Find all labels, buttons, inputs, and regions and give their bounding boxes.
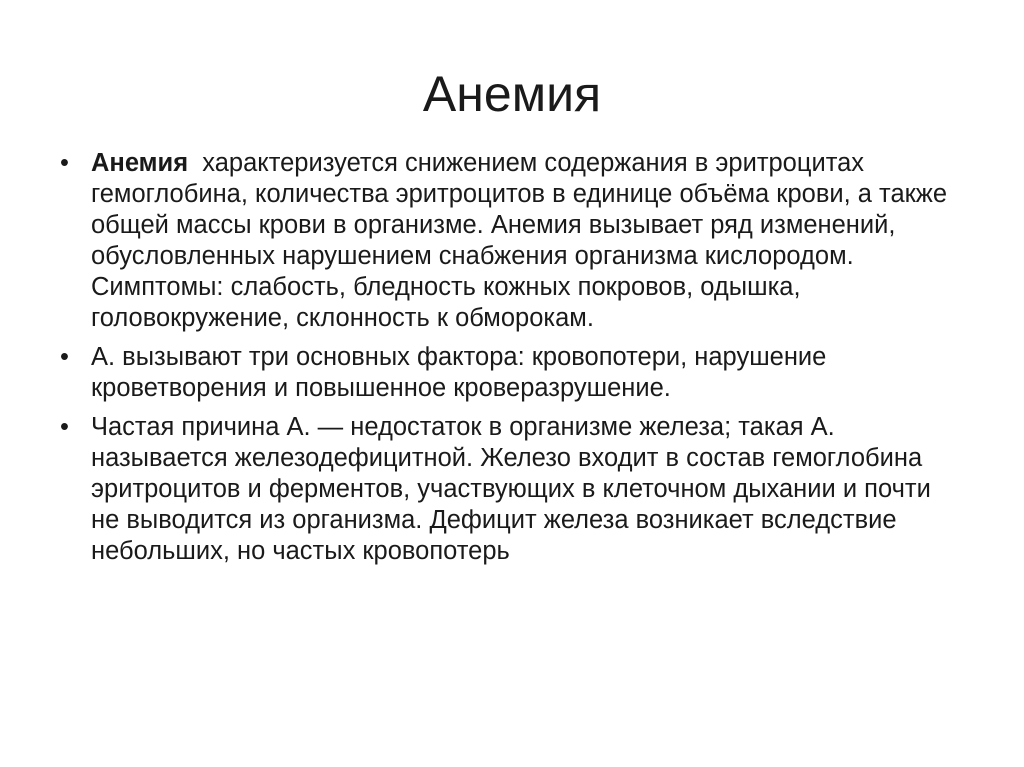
bullet-text: характеризуется снижением содержания в эритроцитах гемоглобина, количества эритроцитов в единице объёма крови, а также общей массы крови в организме. Анемия вызывает ряд изменений, обусловленных нарушением снабжения организма кислородом. Симптомы: слабость, бледность кожных покровов, одышка, головокружение, склонность к обморокам.	[91, 149, 955, 332]
bullet-marker: •	[60, 149, 69, 177]
bullet-list	[60, 148, 960, 575]
bullet-marker: •	[60, 413, 69, 441]
bullet-term: Анемия	[91, 149, 189, 177]
bullet-text: А. вызывают три основных фактора: кровопотери, нарушение кроветворения и повышенное кроверазрушение.	[91, 343, 827, 402]
bullet-item	[60, 148, 960, 334]
bullet-item	[60, 412, 960, 567]
bullet-text: Частая причина А. — недостаток в организме железа; такая А. называется железодефицитной. Железо входит в состав гемоглобина эритроцитов и ферментов, участвующих в клеточном дыхании и почти не выводится из организма. Дефицит железа возникает вследствие небольших, но частых кровопотерь	[91, 413, 931, 565]
bullet-marker: •	[60, 343, 69, 371]
bullet-item	[60, 342, 960, 404]
slide-title: Анемия	[422, 66, 602, 122]
